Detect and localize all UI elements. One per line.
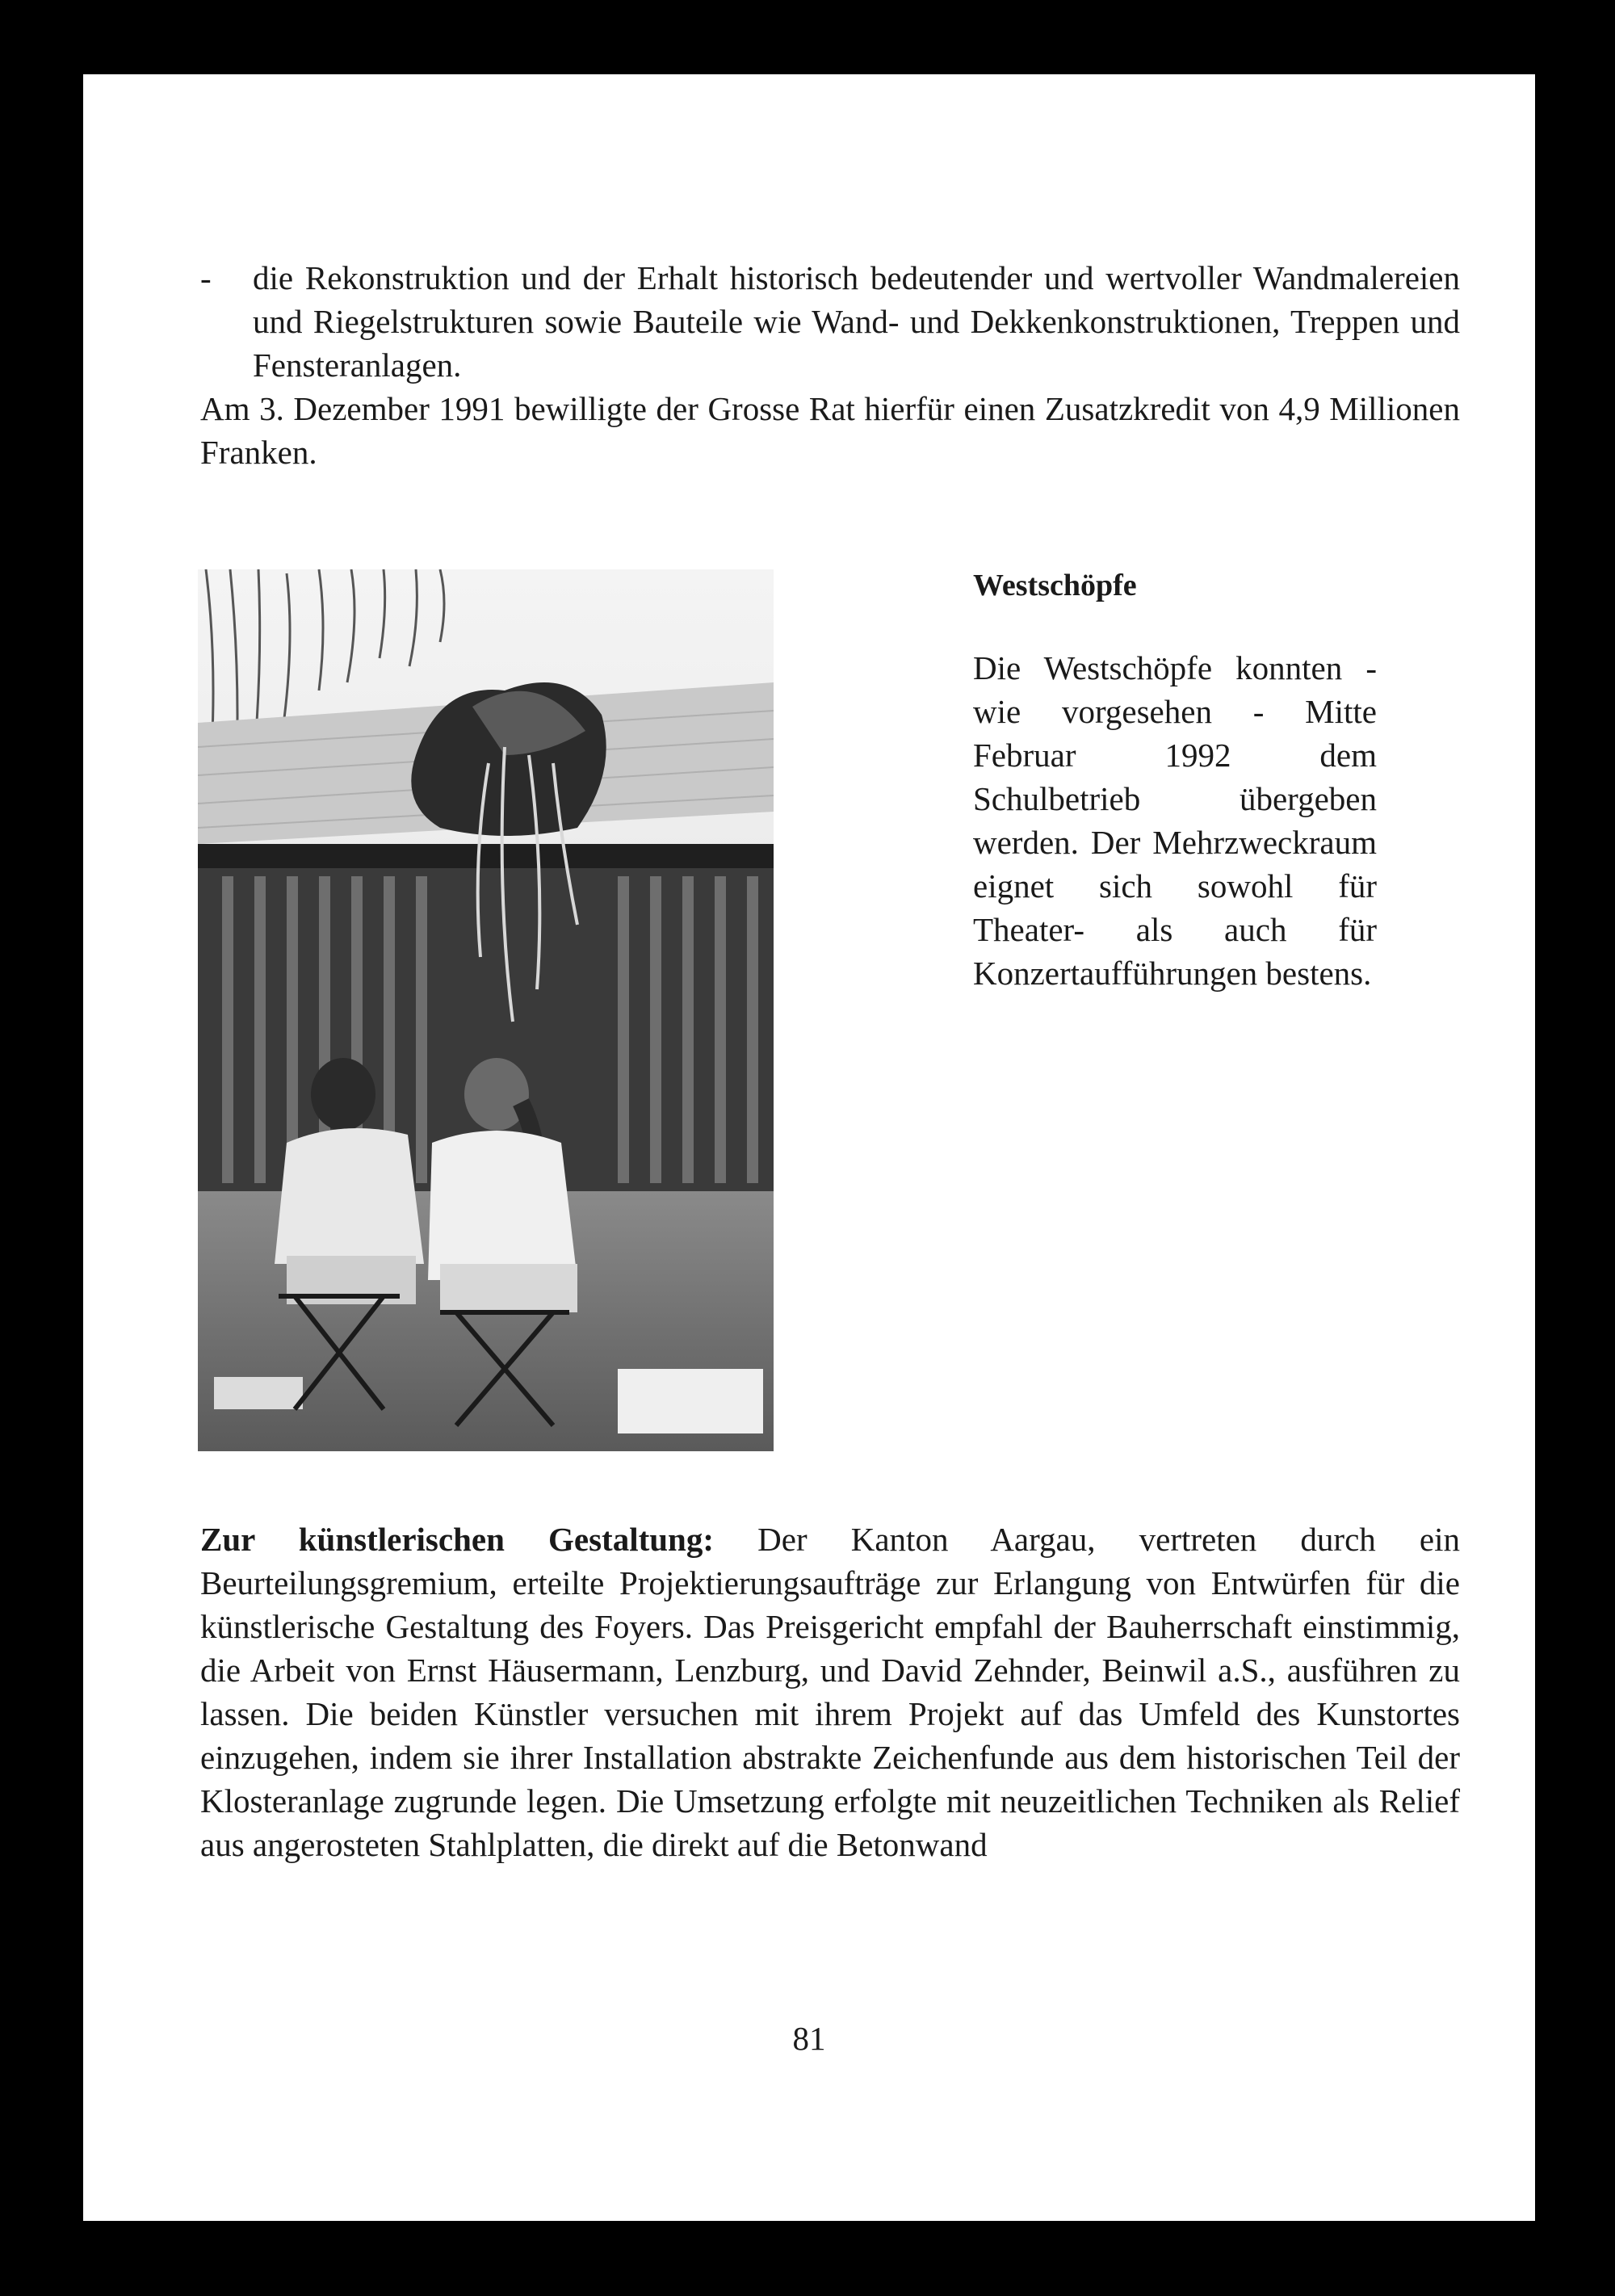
bullet-dash: - <box>200 259 212 296</box>
intro-section <box>200 256 1460 474</box>
westschoepfe-section <box>973 565 1377 995</box>
section-paragraph: Die Westschöpfe konnten - wie vorgesehen - Mitte Februar 1992 dem Schulbetrieb übergeben werden. Der Mehrzweckraum eignet sich sowohl für Theater- als auch für Konzertaufführungen bestens. <box>973 649 1377 992</box>
bullet-item <box>200 256 1460 387</box>
intro-paragraph: Am 3. Dezember 1991 bewilligte der Grosse Rat hierfür einen Zusatzkredit von 4,9 Millionen Franken. <box>200 390 1460 471</box>
page-number: 81 <box>792 2020 826 2057</box>
paragraph-body: Der Kanton Aargau, vertreten durch ein Beurteilungsgremium, erteilte Projektierungsaufträge zur Erlangung von Entwürfen für die künstlerische Gestaltung des Foyers. Das Preisgericht empfahl der Bauherrschaft einstimmig, die Arbeit von Ernst Häusermann, Lenzburg, und David Zehnder, Beinwil a.S., ausführen zu lassen. Die beiden Künstler versuchen mit ihrem Projekt auf das Umfeld des Kunstortes einzugehen, indem sie ihrer Installation abstrakte Zeichenfunde aus dem historischen Teil der Klosteranlage zugrunde legen. Die Umsetzung erfolgte mit neuzeitlichen Techniken als Relief aus angerosteten Stahlplatten, die direkt auf die Betonwand <box>200 1521 1461 1863</box>
main-paragraph <box>200 1517 1460 1866</box>
photo-two-people-sketching <box>198 569 774 1451</box>
paragraph-lead: Zur künstlerischen Gestaltung: <box>200 1521 715 1558</box>
bullet-text: die Rekonstruktion und der Erhalt historisch bedeutender und wertvoller Wandmalereien und Riegelstrukturen sowie Bauteile wie Wand- und Dekkenkonstruktionen, Treppen und Fensteranlagen. <box>253 259 1460 384</box>
section-heading: Westschöpfe <box>973 569 1137 602</box>
document-page <box>83 74 1535 2221</box>
